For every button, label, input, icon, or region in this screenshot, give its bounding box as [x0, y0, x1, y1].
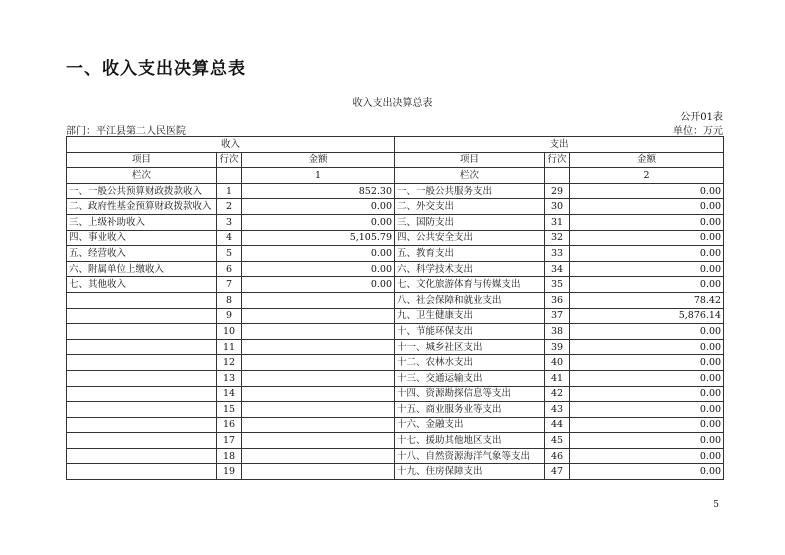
income-amount-cell [242, 433, 395, 449]
table-row [67, 417, 724, 433]
expense-amount-cell: 0.00 [570, 183, 724, 199]
income-rowno-cell: 9 [217, 308, 242, 324]
expense-amount-cell: 0.00 [570, 277, 724, 293]
table-title: 收入支出决算总表 [352, 98, 433, 109]
expense-item-cell: 十一、城乡社区支出 [395, 339, 545, 355]
income-amount-cell [242, 370, 395, 386]
expense-amount-cell: 0.00 [570, 230, 724, 246]
income-amount-cell: 0.00 [242, 277, 395, 293]
table-row [67, 292, 724, 308]
income-item-cell [67, 448, 217, 464]
income-amount-cell [242, 308, 395, 324]
table-row [67, 230, 724, 246]
income-amount-cell [242, 386, 395, 402]
income-rowno-cell: 5 [217, 246, 242, 262]
expense-amount-cell: 0.00 [570, 464, 724, 480]
income-item-cell: 三、上级补助收入 [67, 214, 217, 230]
page-number: 5 [713, 500, 719, 510]
header-row-columns [67, 152, 724, 168]
expense-colno-value: 2 [570, 168, 724, 184]
table-row [67, 448, 724, 464]
expense-section-header: 支出 [395, 137, 724, 153]
income-item-cell: 一、一般公共预算财政拨款收入 [67, 183, 217, 199]
income-rowno-cell: 10 [217, 324, 242, 340]
income-item-cell: 二、政府性基金预算财政拨款收入 [67, 199, 217, 215]
expense-rowno-cell: 38 [545, 324, 570, 340]
table-row [67, 386, 724, 402]
expense-amount-cell: 0.00 [570, 199, 724, 215]
income-item-cell [67, 355, 217, 371]
income-rowno-cell: 15 [217, 402, 242, 418]
income-expense-table [66, 136, 724, 480]
income-amount-cell [242, 402, 395, 418]
income-rowno-cell: 4 [217, 230, 242, 246]
expense-rowno-cell: 33 [545, 246, 570, 262]
expense-rowno-cell: 40 [545, 355, 570, 371]
expense-rowno-cell: 39 [545, 339, 570, 355]
income-item-cell [67, 386, 217, 402]
table-row [67, 183, 724, 199]
unit-label: 单位：万元 [673, 126, 723, 137]
income-amount-cell [242, 448, 395, 464]
income-amount-cell: 0.00 [242, 214, 395, 230]
expense-item-cell: 十三、交通运输支出 [395, 370, 545, 386]
income-item-cell [67, 370, 217, 386]
income-amount-cell [242, 339, 395, 355]
expense-item-cell: 二、外交支出 [395, 199, 545, 215]
expense-amount-cell: 0.00 [570, 261, 724, 277]
expense-rowno-header: 行次 [545, 152, 570, 168]
income-amount-header: 金额 [242, 152, 395, 168]
income-item-header: 项目 [67, 152, 217, 168]
income-rowno-cell: 16 [217, 417, 242, 433]
expense-item-cell: 六、科学技术支出 [395, 261, 545, 277]
expense-item-cell: 十四、资源勘探信息等支出 [395, 386, 545, 402]
income-rowno-cell: 3 [217, 214, 242, 230]
page-heading: 一、收入支出决算总表 [66, 59, 246, 79]
header-row-sections [67, 137, 724, 153]
income-amount-cell [242, 355, 395, 371]
income-rowno-cell: 13 [217, 370, 242, 386]
income-rowno-cell: 1 [217, 183, 242, 199]
income-amount-cell [242, 324, 395, 340]
expense-item-cell: 十七、援助其他地区支出 [395, 433, 545, 449]
expense-amount-cell: 0.00 [570, 448, 724, 464]
table-row [67, 433, 724, 449]
income-rowno-cell: 14 [217, 386, 242, 402]
expense-item-header: 项目 [395, 152, 545, 168]
income-item-cell [67, 339, 217, 355]
expense-item-cell: 十五、商业服务业等支出 [395, 402, 545, 418]
expense-item-cell: 八、社会保障和就业支出 [395, 292, 545, 308]
expense-amount-cell: 0.00 [570, 433, 724, 449]
income-item-cell: 四、事业收入 [67, 230, 217, 246]
income-item-cell [67, 324, 217, 340]
header-row-colno [67, 168, 724, 184]
income-item-cell [67, 433, 217, 449]
expense-item-cell: 三、国防支出 [395, 214, 545, 230]
expense-rowno-cell: 46 [545, 448, 570, 464]
income-item-cell: 六、附属单位上缴收入 [67, 261, 217, 277]
expense-rowno-cell: 31 [545, 214, 570, 230]
expense-amount-cell: 0.00 [570, 339, 724, 355]
income-amount-cell [242, 417, 395, 433]
income-colno-blank [217, 168, 242, 184]
expense-rowno-cell: 41 [545, 370, 570, 386]
income-item-cell [67, 308, 217, 324]
expense-amount-header: 金额 [570, 152, 724, 168]
expense-amount-cell: 0.00 [570, 402, 724, 418]
income-rowno-cell: 8 [217, 292, 242, 308]
table-body [67, 137, 724, 480]
expense-item-cell: 五、教育支出 [395, 246, 545, 262]
expense-rowno-cell: 34 [545, 261, 570, 277]
expense-item-cell: 十、节能环保支出 [395, 324, 545, 340]
expense-amount-cell: 0.00 [570, 246, 724, 262]
expense-rowno-cell: 29 [545, 183, 570, 199]
income-rowno-cell: 6 [217, 261, 242, 277]
table-row [67, 246, 724, 262]
expense-amount-cell: 0.00 [570, 355, 724, 371]
table-row [67, 324, 724, 340]
expense-amount-cell: 0.00 [570, 417, 724, 433]
expense-item-cell: 十二、农林水支出 [395, 355, 545, 371]
income-amount-cell: 0.00 [242, 261, 395, 277]
expense-rowno-cell: 32 [545, 230, 570, 246]
income-item-cell [67, 417, 217, 433]
income-rowno-cell: 7 [217, 277, 242, 293]
income-section-header: 收入 [67, 137, 395, 153]
expense-amount-cell: 0.00 [570, 214, 724, 230]
income-rowno-cell: 11 [217, 339, 242, 355]
income-item-cell [67, 464, 217, 480]
expense-amount-cell: 0.00 [570, 324, 724, 340]
expense-rowno-cell: 47 [545, 464, 570, 480]
expense-item-cell: 十六、金融支出 [395, 417, 545, 433]
income-amount-cell: 5,105.79 [242, 230, 395, 246]
expense-item-cell: 十八、自然资源海洋气象等支出 [395, 448, 545, 464]
income-amount-cell: 0.00 [242, 246, 395, 262]
expense-amount-cell: 0.00 [570, 370, 724, 386]
table-row [67, 308, 724, 324]
expense-amount-cell: 0.00 [570, 386, 724, 402]
expense-rowno-cell: 37 [545, 308, 570, 324]
income-colno-value: 1 [242, 168, 395, 184]
table-row [67, 214, 724, 230]
expense-amount-cell: 78.42 [570, 292, 724, 308]
table-row [67, 199, 724, 215]
table-row [67, 370, 724, 386]
expense-item-cell: 九、卫生健康支出 [395, 308, 545, 324]
income-item-cell [67, 292, 217, 308]
expense-colno-blank [545, 168, 570, 184]
income-amount-cell: 0.00 [242, 199, 395, 215]
income-colno-label: 栏次 [67, 168, 217, 184]
expense-rowno-cell: 35 [545, 277, 570, 293]
table-row [67, 261, 724, 277]
expense-item-cell: 四、公共安全支出 [395, 230, 545, 246]
income-rowno-cell: 2 [217, 199, 242, 215]
income-amount-cell [242, 292, 395, 308]
expense-rowno-cell: 30 [545, 199, 570, 215]
department-label: 部门：平江县第二人民医院 [66, 126, 186, 137]
income-item-cell: 七、其他收入 [67, 277, 217, 293]
expense-item-cell: 一、一般公共服务支出 [395, 183, 545, 199]
income-rowno-header: 行次 [217, 152, 242, 168]
form-number: 公开01表 [680, 112, 723, 123]
expense-item-cell: 十九、住房保障支出 [395, 464, 545, 480]
expense-rowno-cell: 45 [545, 433, 570, 449]
table-row [67, 339, 724, 355]
income-item-cell [67, 402, 217, 418]
table-row [67, 277, 724, 293]
income-amount-cell [242, 464, 395, 480]
expense-rowno-cell: 43 [545, 402, 570, 418]
expense-amount-cell: 5,876.14 [570, 308, 724, 324]
expense-colno-label: 栏次 [395, 168, 545, 184]
income-rowno-cell: 17 [217, 433, 242, 449]
income-amount-cell: 852.30 [242, 183, 395, 199]
table-row [67, 402, 724, 418]
income-rowno-cell: 12 [217, 355, 242, 371]
expense-rowno-cell: 36 [545, 292, 570, 308]
expense-item-cell: 七、文化旅游体育与传媒支出 [395, 277, 545, 293]
table-row [67, 355, 724, 371]
table-row [67, 464, 724, 480]
income-rowno-cell: 19 [217, 464, 242, 480]
income-rowno-cell: 18 [217, 448, 242, 464]
income-item-cell: 五、经营收入 [67, 246, 217, 262]
expense-rowno-cell: 44 [545, 417, 570, 433]
expense-rowno-cell: 42 [545, 386, 570, 402]
